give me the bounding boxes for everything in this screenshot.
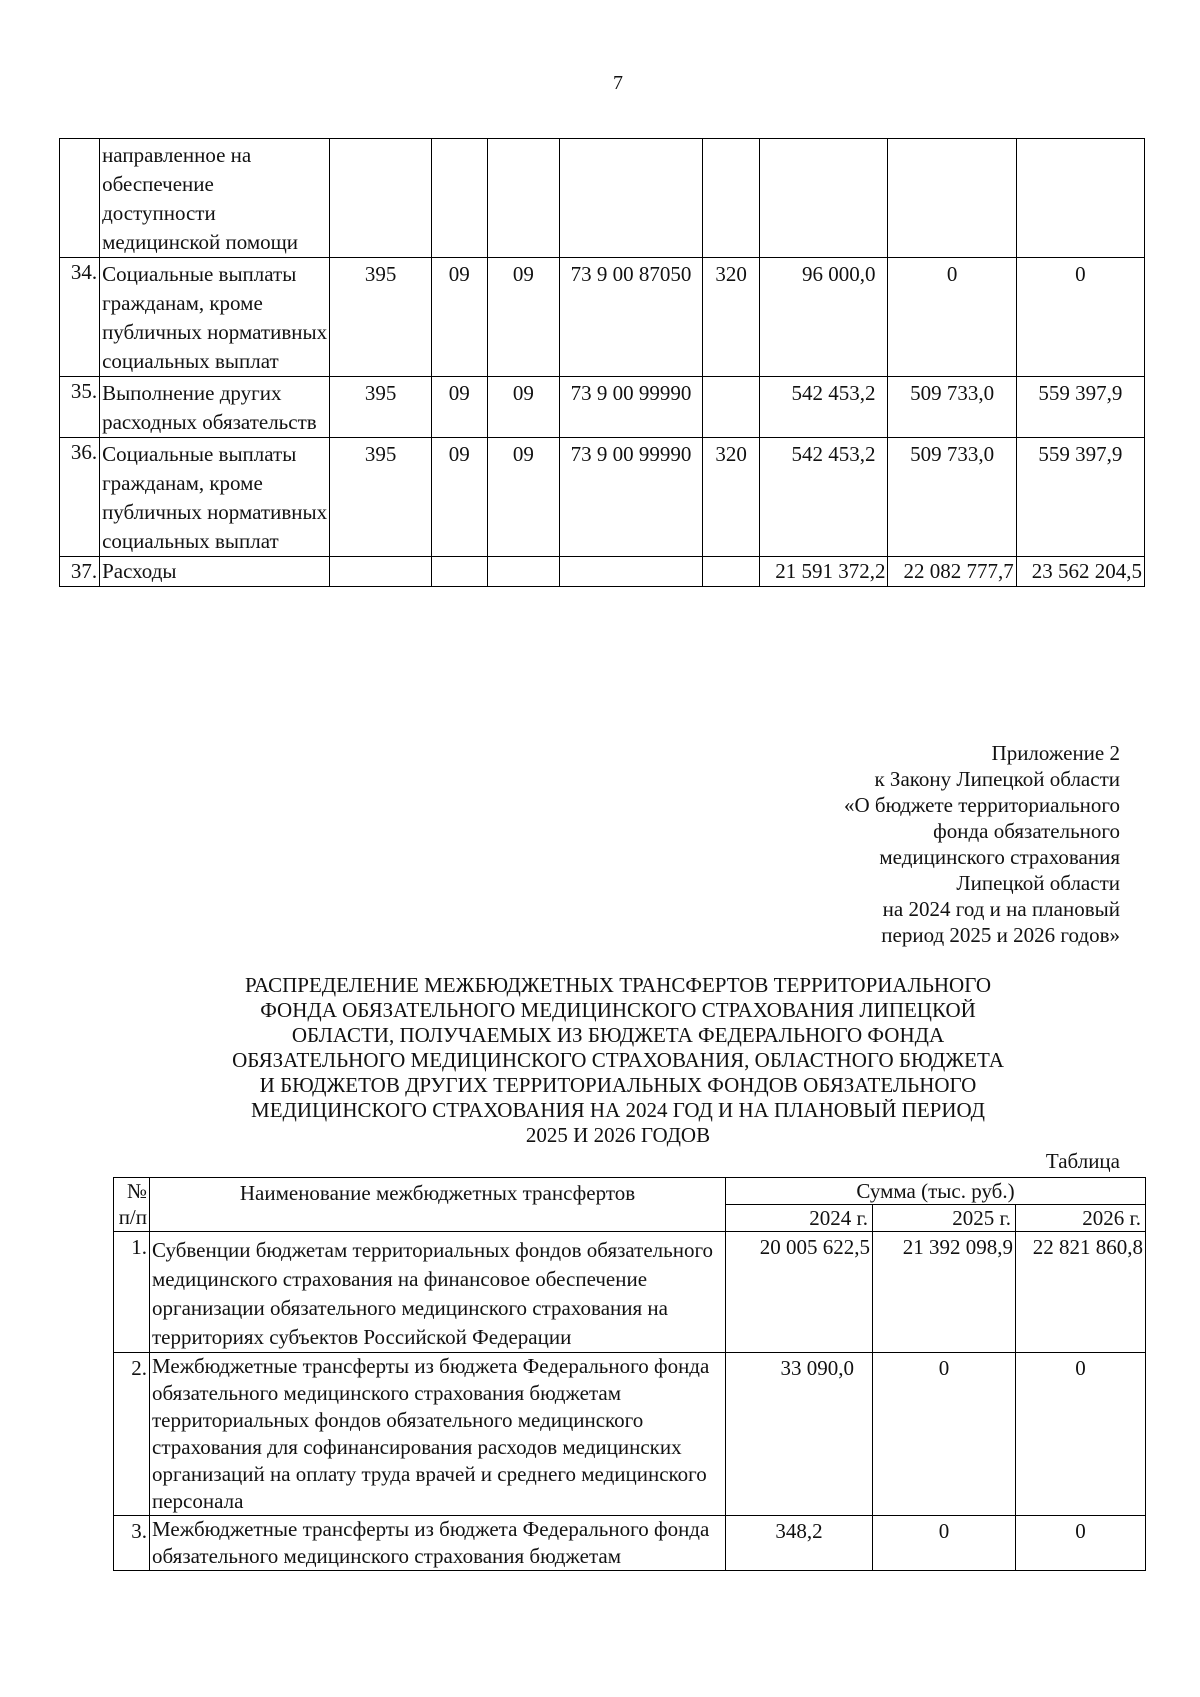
total-row (60, 557, 1145, 587)
row-number: 2. (114, 1353, 150, 1516)
row-name: направленное на обеспечение доступности медицинской помощи (100, 139, 330, 258)
row-name: Социальные выплаты гражданам, кроме публичных нормативных социальных выплат (100, 438, 330, 557)
code-target (559, 139, 702, 258)
annex-line: Приложение 2 (991, 741, 1120, 765)
expenditure-table (59, 138, 1145, 587)
table-row (60, 139, 1145, 258)
code-type (703, 557, 760, 587)
code-type: 320 (703, 258, 760, 377)
table-row (60, 438, 1145, 557)
table-row (114, 1353, 1146, 1516)
amount-2025: 21 392 098,9 (873, 1232, 1016, 1353)
amount-2024: 20 005 622,5 (726, 1232, 873, 1353)
annex-reference (700, 740, 1120, 948)
header-number-line: № (126, 1179, 147, 1203)
row-name: Социальные выплаты гражданам, кроме публичных нормативных социальных выплат (100, 258, 330, 377)
title-line: 2025 И 2026 ГОДОВ (525, 1123, 711, 1147)
title-line: И БЮДЖЕТОВ ДРУГИХ ТЕРРИТОРИАЛЬНЫХ ФОНДОВ ОБЯЗАТЕЛЬНОГО (259, 1073, 977, 1097)
code-subsection (487, 557, 559, 587)
code-target (559, 557, 702, 587)
code-admin (330, 557, 431, 587)
row-number: 35. (60, 377, 100, 438)
code-admin: 395 (330, 438, 431, 557)
header-number (114, 1178, 150, 1232)
code-section (431, 139, 487, 258)
amount-2025: 22 082 777,7 (888, 557, 1016, 587)
annex-line: на 2024 год и на плановый (882, 897, 1120, 921)
row-number: 36. (60, 438, 100, 557)
code-type (703, 139, 760, 258)
header-year: 2024 г. (726, 1205, 873, 1232)
annex-line: медицинского страхования (879, 845, 1120, 869)
code-admin (330, 139, 431, 258)
annex-line: период 2025 и 2026 годов» (881, 923, 1120, 947)
code-section: 09 (431, 438, 487, 557)
amount-2024: 542 453,2 (760, 438, 888, 557)
amount-2025: 509 733,0 (888, 438, 1016, 557)
annex-line: фонда обязательного (933, 819, 1120, 843)
code-target: 73 9 00 87050 (559, 258, 702, 377)
title-line: ОБЯЗАТЕЛЬНОГО МЕДИЦИНСКОГО СТРАХОВАНИЯ, ОБЛАСТНОГО БЮДЖЕТА (232, 1048, 1004, 1072)
title-line: ОБЛАСТИ, ПОЛУЧАЕМЫХ ИЗ БЮДЖЕТА ФЕДЕРАЛЬНОГО ФОНДА (291, 1023, 945, 1047)
annex-line: к Закону Липецкой области (874, 767, 1120, 791)
table-caption: Таблица (1045, 1149, 1120, 1173)
annex-line: Липецкой области (956, 871, 1120, 895)
code-type (703, 377, 760, 438)
page-number: 7 (613, 72, 623, 94)
amount-2025: 0 (888, 258, 1016, 377)
code-admin: 395 (330, 258, 431, 377)
code-type: 320 (703, 438, 760, 557)
amount-2026: 23 562 204,5 (1016, 557, 1144, 587)
row-name: Межбюджетные трансферты из бюджета Федерального фонда обязательного медицинского страхования бюджетам территориальных фондов обязательного медицинского страхования для софинансирования расходов медицинских организаций на оплату труда врачей и среднего медицинского персонала (150, 1353, 726, 1516)
annex-line: «О бюджете территориального (844, 793, 1120, 817)
title-line: РАСПРЕДЕЛЕНИЕ МЕЖБЮДЖЕТНЫХ ТРАНСФЕРТОВ ТЕРРИТОРИАЛЬНОГО (244, 973, 992, 997)
row-number: 1. (114, 1232, 150, 1353)
amount-2025: 0 (873, 1353, 1016, 1516)
amount-2026: 0 (1016, 258, 1144, 377)
table-row (60, 377, 1145, 438)
amount-2026: 22 821 860,8 (1016, 1232, 1146, 1353)
amount-2025: 509 733,0 (888, 377, 1016, 438)
amount-2025: 0 (873, 1516, 1016, 1571)
amount-2026: 0 (1016, 1516, 1146, 1571)
amount-2024: 96 000,0 (760, 258, 888, 377)
code-subsection (487, 139, 559, 258)
header-name: Наименование межбюджетных трансфертов (150, 1178, 726, 1232)
row-number: 34. (60, 258, 100, 377)
amount-2026: 559 397,9 (1016, 377, 1144, 438)
code-section (431, 557, 487, 587)
amount-2024: 33 090,0 (726, 1353, 873, 1516)
code-admin: 395 (330, 377, 431, 438)
amount-2024: 348,2 (726, 1516, 873, 1571)
amount-2025 (888, 139, 1016, 258)
code-target: 73 9 00 99990 (559, 438, 702, 557)
code-subsection: 09 (487, 258, 559, 377)
row-number (60, 139, 100, 258)
row-name: Выполнение других расходных обязательств (100, 377, 330, 438)
code-target: 73 9 00 99990 (559, 377, 702, 438)
row-name: Субвенции бюджетам территориальных фондов обязательного медицинского страхования на финансовое обеспечение организации обязательного медицинского страхования на территориях субъектов Российской Федерации (150, 1232, 726, 1353)
table-row (60, 258, 1145, 377)
amount-2026: 0 (1016, 1353, 1146, 1516)
table-row (114, 1516, 1146, 1571)
amount-2026: 559 397,9 (1016, 438, 1144, 557)
header-row (114, 1178, 1146, 1205)
document-title (190, 973, 1046, 1148)
header-year: 2025 г. (873, 1205, 1016, 1232)
row-number: 37. (60, 557, 100, 587)
header-number-line: п/п (118, 1205, 147, 1229)
code-subsection: 09 (487, 377, 559, 438)
transfers-table (113, 1177, 1146, 1571)
row-number: 3. (114, 1516, 150, 1571)
amount-2024: 542 453,2 (760, 377, 888, 438)
header-sum-group: Сумма (тыс. руб.) (726, 1178, 1146, 1205)
amount-2024: 21 591 372,2 (760, 557, 888, 587)
table-row (114, 1232, 1146, 1353)
row-name: Расходы (100, 557, 330, 587)
code-section: 09 (431, 377, 487, 438)
code-subsection: 09 (487, 438, 559, 557)
title-line: МЕДИЦИНСКОГО СТРАХОВАНИЯ НА 2024 ГОД И НА ПЛАНОВЫЙ ПЕРИОД (251, 1098, 985, 1122)
code-section: 09 (431, 258, 487, 377)
amount-2026 (1016, 139, 1144, 258)
amount-2024 (760, 139, 888, 258)
header-year: 2026 г. (1016, 1205, 1146, 1232)
title-line: ФОНДА ОБЯЗАТЕЛЬНОГО МЕДИЦИНСКОГО СТРАХОВАНИЯ ЛИПЕЦКОЙ (260, 998, 976, 1022)
row-name: Межбюджетные трансферты из бюджета Федерального фонда обязательного медицинского страхования бюджетам (150, 1516, 726, 1571)
